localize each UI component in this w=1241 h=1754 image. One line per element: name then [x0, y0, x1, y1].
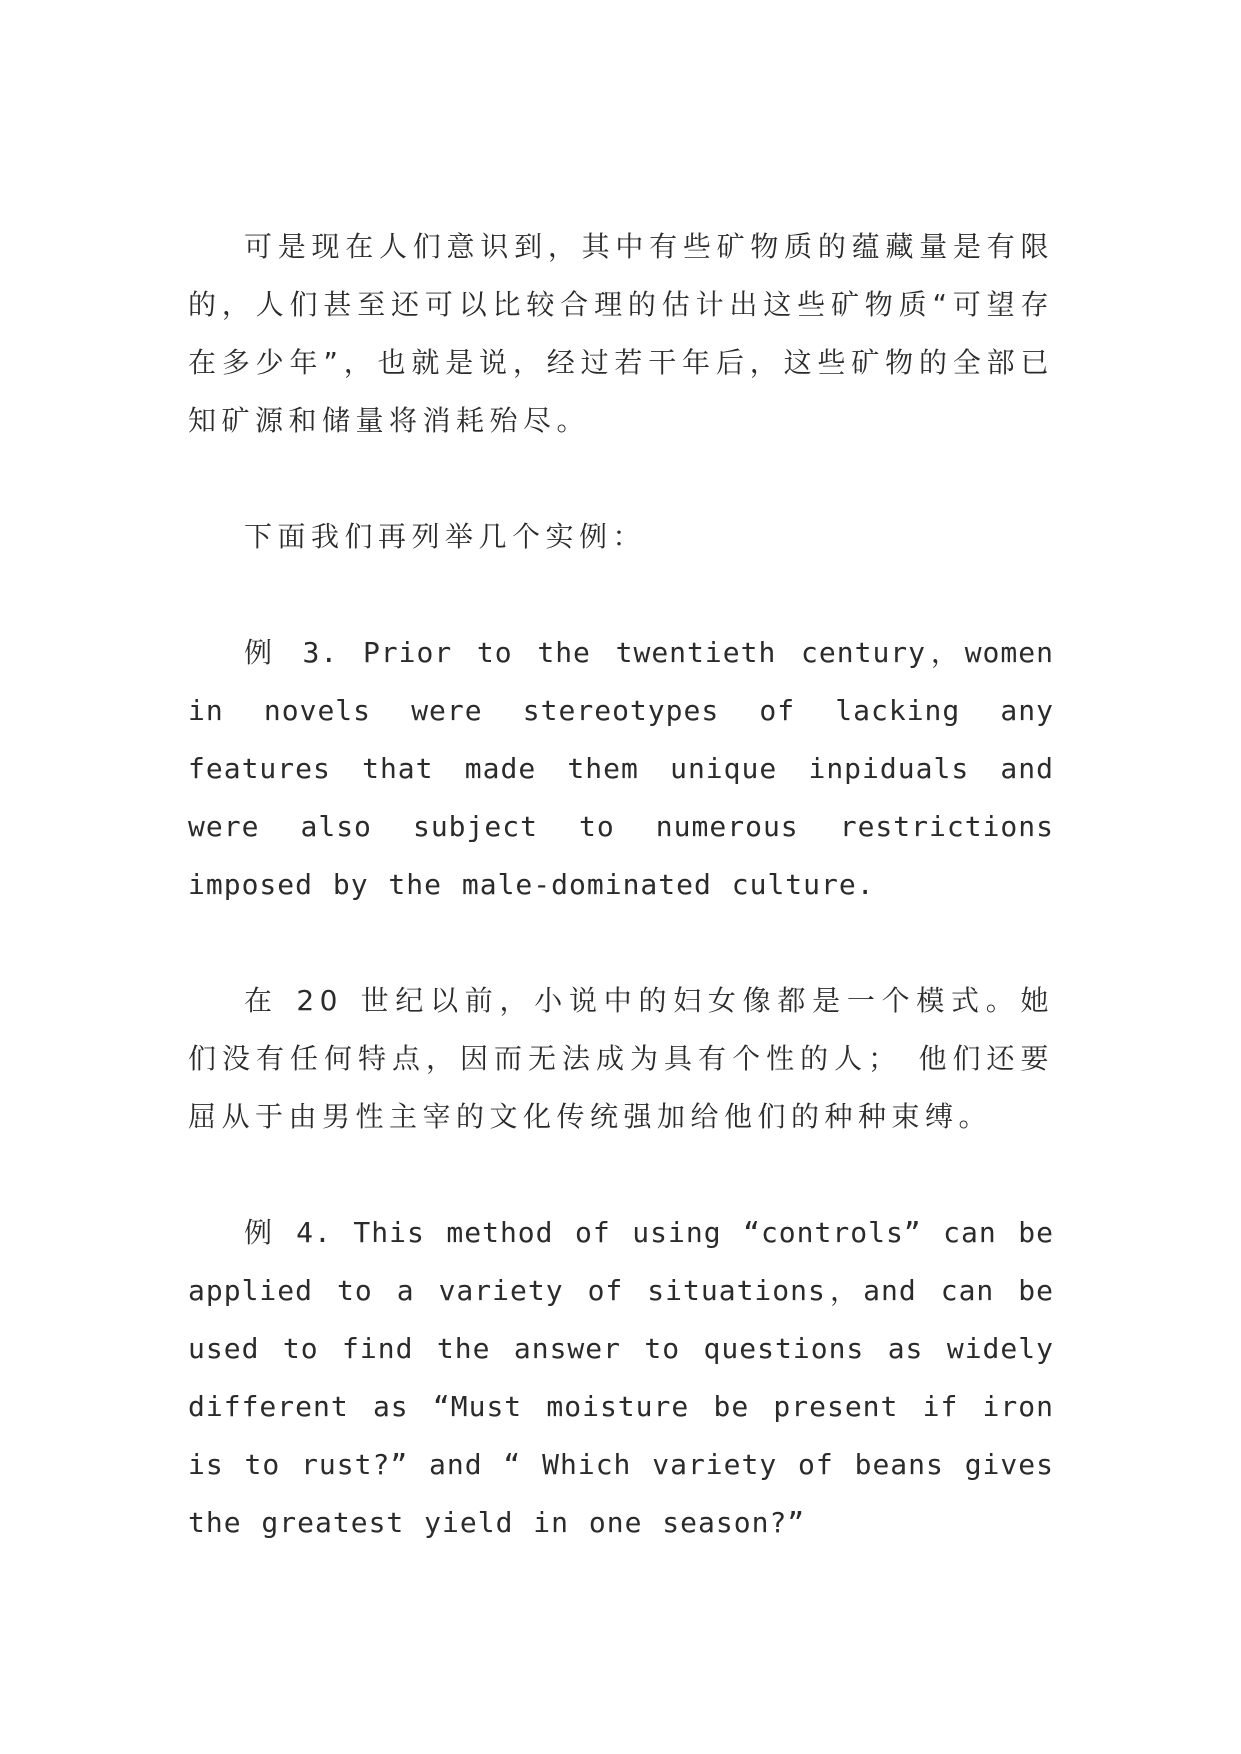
paragraph-example-3-chinese: 在 20 世纪以前，小说中的妇女像都是一个模式。她们没有任何特点，因而无法成为具有个性的人； 他们还要屈从于由男性主宰的文化传统强加给他们的种种束缚。 [188, 984, 1054, 1133]
document-body [188, 218, 1054, 1552]
paragraph-mineral-reserves: 可是现在人们意识到，其中有些矿物质的蕴藏量是有限的，人们甚至还可以比较合理的估计出这些矿物质“可望存在多少年”，也就是说，经过若干年后，这些矿物的全部已知矿源和储量将消耗殆尽。 [188, 230, 1054, 437]
paragraph-example-3-english: 例 3. Prior to the twentieth century，women in novels were stereotypes of lacking any features that made them unique inpiduals and were also subject to numerous restrictions imposed by the male-dominated culture. [188, 636, 1054, 901]
paragraph-example-4-english: 例 4. This method of using “controls” can be applied to a variety of situations，and can be used to find the answer to questions as widely different as “Must moisture be present if iron is to rust?” and “ Which variety of beans gives the greatest yield in one season?” [188, 1216, 1054, 1539]
paragraph-examples-intro: 下面我们再列举几个实例： [244, 520, 647, 553]
